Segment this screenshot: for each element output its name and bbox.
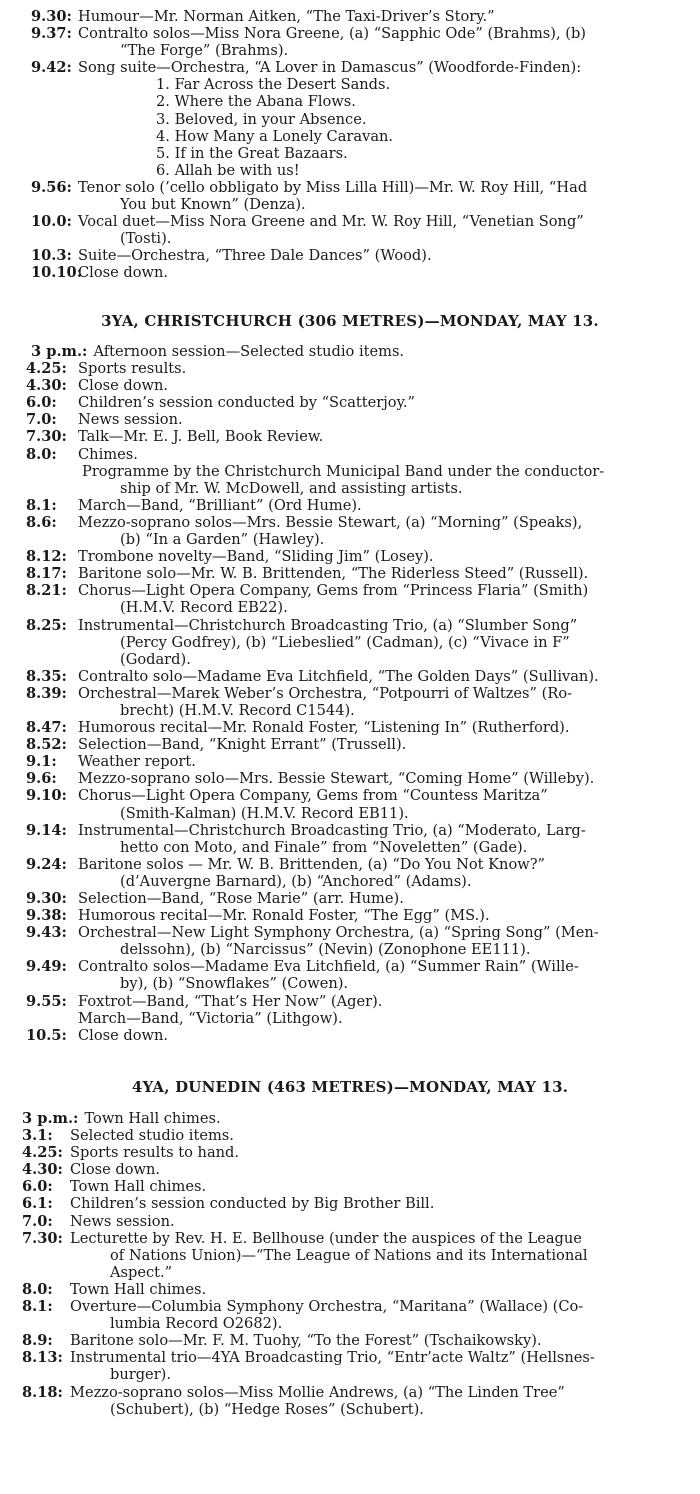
entry-time: 7.0: [22, 1212, 53, 1230]
program-entry [0, 770, 700, 787]
program-entry [0, 993, 700, 1010]
entry-time: 8.0: [26, 445, 57, 463]
entry-text: Close down. [78, 377, 169, 395]
entry-text: March—Band, “Brilliant” (Ord Hume). [78, 496, 362, 514]
entry-text: Suite—Orchestra, “Three Dale Dances” (Wood). [78, 247, 432, 265]
entry-time: 8.18: [22, 1383, 63, 1401]
program-entry [0, 1195, 700, 1212]
entry-time: 7.30: [26, 428, 67, 446]
entry-continuation: brecht) (H.M.V. Record C1544). [120, 701, 355, 719]
suite-item: 3. Beloved, in your Absence. [156, 110, 367, 128]
entry-time: 9.55: [26, 992, 67, 1010]
program-entry [0, 1384, 700, 1418]
entry-continuation: hetto con Moto, and Finale” from “Noveletten” (Gade). [120, 838, 528, 856]
entry-time: 4.25: [26, 360, 67, 378]
suite-item: 5. If in the Great Bazaars. [156, 144, 348, 162]
entry-continuation: (Schubert), (b) “Hedge Roses” (Schubert). [110, 1400, 424, 1418]
entry-text: Weather report. [78, 753, 196, 771]
program-entry [0, 1332, 700, 1349]
suite-item: 1. Far Across the Desert Sands. [156, 76, 391, 94]
entry-time: 8.39: [26, 684, 67, 702]
entry-continuation: (H.M.V. Record EB22). [120, 599, 288, 617]
entry-time: 3 p.m.: [22, 1110, 79, 1127]
dunedin-heading: 4YA, DUNEDIN (463 METRES)—MONDAY, MAY 13. [131, 1078, 569, 1096]
entry-text: Instrumental—Christchurch Broadcasting Trio, (a) “Moderato, Larg- [78, 821, 586, 839]
entry-time: 9.49: [26, 958, 67, 976]
entry-text: Baritone solo—Mr. F. M. Tuohy, “To the Forest” (Tschaikowsky). [70, 1332, 542, 1350]
entry-time: 8.13: [22, 1349, 63, 1367]
christchurch-entries [0, 497, 700, 1044]
entry-time: 8.35: [26, 667, 67, 685]
entry-continuation: “The Forge” (Brahms). [120, 42, 289, 60]
program-entry [0, 753, 700, 770]
entry-text: Close down. [78, 264, 169, 282]
entry-time: 3.1: [22, 1127, 53, 1145]
entry-956 [0, 179, 700, 213]
program-entry [0, 1161, 700, 1178]
entry-text: Selection—Band, “Knight Errant” (Trussell). [78, 736, 407, 754]
program-entry [0, 1298, 700, 1332]
entry-text: Town Hall chimes. [84, 1110, 221, 1127]
entry-time: 8.12: [26, 548, 67, 566]
program-entry [0, 958, 700, 992]
entry-1010 [0, 264, 700, 281]
entry-time: 9.43: [26, 924, 67, 942]
entry-continuation: (Smith-Kalman) (H.M.V. Record EB11). [120, 804, 409, 822]
program-entry [0, 497, 700, 514]
entry-time: 9.30: [31, 8, 72, 25]
suite-item: 2. Where the Abana Flows. [156, 93, 356, 111]
entry-continuation: (Godard). [120, 650, 191, 668]
entry-time: 4.30: [22, 1161, 63, 1179]
entry-text: Overture—Columbia Symphony Orchestra, “Maritana” (Wallace) (Co- [70, 1298, 584, 1316]
program-entry [0, 719, 700, 736]
entry-time: 9.24: [26, 855, 67, 873]
entry-text: Vocal duet—Miss Nora Greene and Mr. W. Roy Hill, “Venetian Song” [78, 213, 584, 231]
program-entry [0, 1144, 700, 1161]
entry-time: 9.30: [26, 890, 67, 907]
dunedin-entries [0, 1127, 700, 1418]
program-entry [0, 736, 700, 753]
program-entry [0, 565, 700, 582]
entry-1003 [0, 247, 700, 264]
entry-time: 9.42: [31, 59, 72, 77]
entry-600 [0, 394, 700, 411]
entry-425 [0, 360, 700, 377]
entry-text: Selected studio items. [70, 1127, 234, 1145]
entry-text: Lecturette by Rev. H. E. Bellhouse (under the auspices of the League [70, 1229, 582, 1247]
program-entry [0, 1281, 700, 1298]
entry-time: 8.9: [22, 1332, 53, 1350]
entry-continuation: You but Known” (Denza). [120, 196, 306, 214]
entry-text: Chorus—Light Opera Company, Gems from “Countess Maritza” [78, 787, 548, 805]
entry-time: 8.21: [26, 582, 67, 600]
suite-item: 6. Allah be with us! [156, 161, 300, 179]
entry-time: 8.1: [26, 496, 57, 514]
program-entry [0, 1127, 700, 1144]
christchurch-heading: 3YA, CHRISTCHURCH (306 METRES)—MONDAY, MAY 13. [101, 312, 599, 330]
entry-text: News session. [78, 411, 183, 429]
entry-text: Mezzo-soprano solos—Miss Mollie Andrews, (a) “The Linden Tree” [70, 1383, 565, 1401]
entry-time: 4.25: [22, 1144, 63, 1162]
entry-text: Town Hall chimes. [70, 1178, 207, 1196]
entry-text: Sports results. [78, 360, 187, 378]
programme-note [0, 463, 700, 497]
entry-time: 3 p.m.: [31, 343, 88, 360]
entry-text: Orchestral—Marek Weber’s Orchestra, “Potpourri of Waltzes” (Ro- [78, 684, 573, 702]
entry-text: Contralto solo—Madame Eva Litchfield, “The Golden Days” (Sullivan). [78, 667, 599, 685]
program-entry [0, 1027, 700, 1044]
entry-3pm [0, 1110, 700, 1127]
entry-730 [0, 428, 700, 445]
entry-time: 8.17: [26, 565, 67, 583]
entry-continuation: burger). [110, 1366, 172, 1384]
entry-text: Tenor solo (’cello obbligato by Miss Lilla Hill)—Mr. W. Roy Hill, “Had [78, 178, 588, 196]
entry-text: Town Hall chimes. [70, 1280, 207, 1298]
song-suite-list [0, 76, 700, 179]
program-entry [0, 890, 700, 907]
entry-text: Instrumental trio—4YA Broadcasting Trio, “Entr’acte Waltz” (Hellsnes- [70, 1349, 595, 1367]
entry-text: News session. [70, 1212, 175, 1230]
entry-937 [0, 25, 700, 59]
entry-time: 7.0: [26, 411, 57, 429]
entry-3pm [0, 343, 700, 360]
program-entry [0, 1230, 700, 1281]
entry-continuation: of Nations Union)—“The League of Nations and its International [110, 1246, 588, 1264]
entry-continuation: (Tosti). [120, 230, 172, 248]
entry-text: Contralto solos—Miss Nora Greene, (a) “Sapphic Ode” (Brahms), (b) [78, 25, 586, 43]
entry-time: 10.10: [31, 264, 83, 282]
entry-time: 9.6: [26, 770, 57, 788]
programme-note-line: ship of Mr. W. McDowell, and assisting artists. [120, 479, 463, 497]
program-entry [0, 548, 700, 565]
entry-time: 10.0: [31, 213, 72, 231]
program-entry [0, 907, 700, 924]
entry-continuation: delssohn), (b) “Narcissus” (Nevin) (Zonophone EE111). [120, 941, 531, 959]
program-entry [0, 1349, 700, 1383]
program-entry [0, 856, 700, 890]
entry-text: Close down. [70, 1161, 161, 1179]
entry-text: Afternoon session—Selected studio items. [93, 343, 405, 360]
entry-time: 10.5: [26, 1026, 67, 1044]
entry-930 [0, 8, 700, 25]
entry-continuation: lumbia Record O2682). [110, 1315, 283, 1333]
entry-800 [0, 446, 700, 463]
entry-continuation: (d’Auvergne Barnard), (b) “Anchored” (Adams). [120, 872, 472, 890]
entry-text: Baritone solos — Mr. W. B. Brittenden, (a) “Do You Not Know?” [78, 855, 546, 873]
entry-text: Trombone novelty—Band, “Sliding Jim” (Losey). [78, 548, 434, 566]
entry-430 [0, 377, 700, 394]
entry-text: Chorus—Light Opera Company, Gems from “Princess Flaria” (Smith) [78, 582, 589, 600]
suite-item: 4. How Many a Lonely Caravan. [156, 127, 394, 145]
entry-text: Instrumental—Christchurch Broadcasting Trio, (a) “Slumber Song” [78, 616, 578, 634]
entry-text: Song suite—Orchestra, “A Lover in Damascus” (Woodforde-Finden): [78, 59, 582, 77]
entry-text: Mezzo-soprano solo—Mrs. Bessie Stewart, “Coming Home” (Willeby). [78, 770, 595, 788]
program-entry [0, 787, 700, 821]
entry-time: 8.25: [26, 616, 67, 634]
entry-time: 8.47: [26, 719, 67, 737]
entry-time: 9.37: [31, 25, 72, 43]
programme-note-line: Programme by the Christchurch Municipal Band under the conductor- [82, 462, 605, 480]
entry-time: 9.10: [26, 787, 67, 805]
entry-time: 6.0: [22, 1178, 53, 1196]
entry-time: 8.1: [22, 1298, 53, 1316]
entry-text: Children’s session conducted by Big Brother Bill. [70, 1195, 435, 1213]
christchurch-programme [0, 343, 700, 1044]
program-entry [0, 1213, 700, 1230]
entry-time: 9.38: [26, 907, 67, 925]
program-entry [0, 514, 700, 548]
dunedin-programme [0, 1110, 700, 1418]
entry-continuation: Aspect.” [110, 1263, 173, 1281]
previous-station-programme [0, 8, 700, 282]
entry-942 [0, 59, 700, 76]
entry-time: 10.3: [31, 247, 72, 265]
entry-continuation: (b) “In a Garden” (Hawley). [120, 531, 325, 549]
program-entry [0, 685, 700, 719]
entry-continuation: by), (b) “Snowflakes” (Cowen). [120, 975, 349, 993]
program-entry [0, 1178, 700, 1195]
entry-text: Contralto solos—Madame Eva Litchfield, (a) “Summer Rain” (Wille- [78, 958, 579, 976]
entry-text: Humorous recital—Mr. Ronald Foster, “The Egg” (MS.). [78, 907, 490, 925]
program-entry [0, 924, 700, 958]
entry-text: Humour—Mr. Norman Aitken, “The Taxi-Driver’s Story.” [78, 8, 495, 25]
entry-700 [0, 411, 700, 428]
entry-time: 9.1: [26, 753, 57, 771]
program-entry [0, 617, 700, 668]
entry-text: March—Band, “Victoria” (Lithgow). [78, 1009, 343, 1027]
entry-text: Humorous recital—Mr. Ronald Foster, “Listening In” (Rutherford). [78, 719, 570, 737]
entry-1000 [0, 213, 700, 247]
program-entry [0, 668, 700, 685]
entry-time: 7.30: [22, 1229, 63, 1247]
entry-text: Talk—Mr. E. J. Bell, Book Review. [78, 428, 324, 446]
entry-time: 6.0: [26, 394, 57, 412]
entry-text: Chimes. [78, 445, 138, 463]
entry-text: Mezzo-soprano solos—Mrs. Bessie Stewart, (a) “Morning” (Speaks), [78, 513, 583, 531]
program-entry [0, 582, 700, 616]
entry-time: 8.0: [22, 1280, 53, 1298]
entry-time: 9.14: [26, 821, 67, 839]
entry-text: Foxtrot—Band, “That’s Her Now” (Ager). [78, 992, 383, 1010]
entry-time: 6.1: [22, 1195, 53, 1213]
entry-time: 8.52: [26, 736, 67, 754]
program-entry [0, 1010, 700, 1027]
entry-text: Sports results to hand. [70, 1144, 240, 1162]
entry-text: Baritone solo—Mr. W. B. Brittenden, “The Riderless Steed” (Russell). [78, 565, 589, 583]
entry-text: Selection—Band, “Rose Marie” (arr. Hume). [78, 890, 404, 907]
entry-text: Close down. [78, 1026, 169, 1044]
entry-text: Children’s session conducted by “Scatterjoy.” [78, 394, 415, 412]
entry-time: 8.6: [26, 513, 57, 531]
entry-text: Orchestral—New Light Symphony Orchestra, (a) “Spring Song” (Men- [78, 924, 599, 942]
entry-continuation: (Percy Godfrey), (b) “Liebeslied” (Cadman), (c) “Vivace in F” [120, 633, 570, 651]
entry-time: 4.30: [26, 377, 67, 395]
program-entry [0, 822, 700, 856]
entry-time: 9.56: [31, 178, 72, 196]
